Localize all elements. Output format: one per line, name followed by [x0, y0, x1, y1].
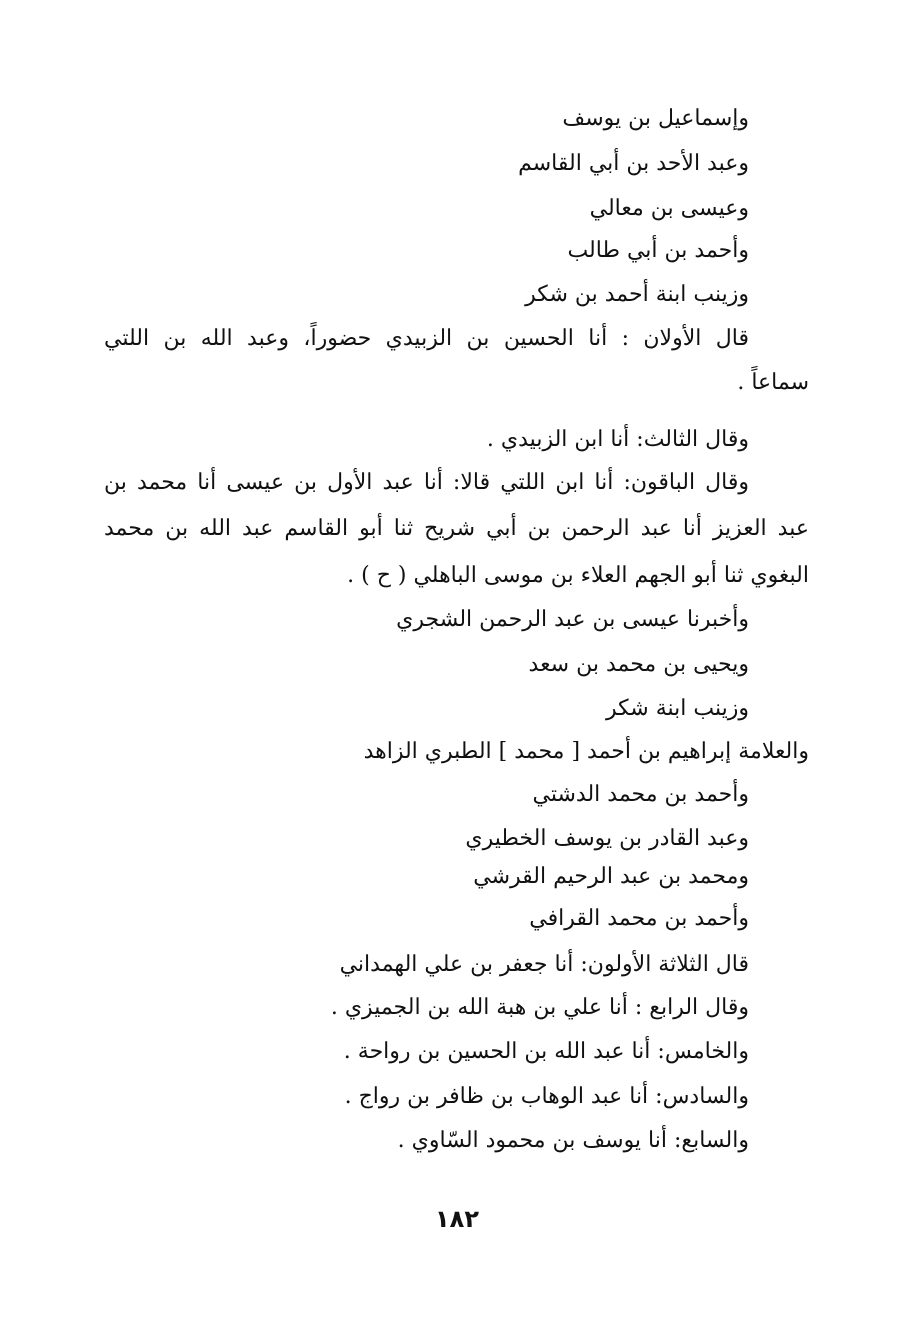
text-line-16: وأحمد بن محمد الدشتي — [532, 782, 749, 807]
text-line-18: ومحمد بن عبد الرحيم القرشي — [473, 864, 749, 889]
text-line-5: وزينب ابنة أحمد بن شكر — [525, 282, 749, 307]
text-line-10: عبد العزيز أنا عبد الرحمن بن أبي شريح ثنا أبو القاسم عبد الله بن محمد — [104, 516, 809, 541]
page-number: ١٨٢ — [435, 1205, 479, 1233]
text-line-2: وعبد الأحد بن أبي القاسم — [518, 151, 749, 176]
text-line-14: وزينب ابنة شكر — [606, 696, 749, 721]
text-line-24: والسابع: أنا يوسف بن محمود السّاوي . — [397, 1128, 749, 1153]
text-line-7: سماعاً . — [737, 370, 809, 395]
text-line-22: والخامس: أنا عبد الله بن الحسين بن رواحة . — [343, 1039, 749, 1064]
text-line-4: وأحمد بن أبي طالب — [567, 238, 749, 263]
text-line-13: ويحيى بن محمد بن سعد — [528, 652, 749, 677]
text-line-3: وعيسى بن معالي — [589, 196, 749, 221]
text-line-8: وقال الثالث: أنا ابن الزبيدي . — [486, 427, 749, 452]
text-line-23: والسادس: أنا عبد الوهاب بن ظافر بن رواج . — [344, 1084, 749, 1109]
text-line-6: قال الأولان : أنا الحسين بن الزبيدي حضوراً، وعبد الله بن اللتي — [104, 326, 749, 351]
text-line-21: وقال الرابع : أنا علي بن هبة الله بن الجميزي . — [330, 995, 749, 1020]
text-line-17: وعبد القادر بن يوسف الخطيري — [465, 826, 749, 851]
text-line-1: وإسماعيل بن يوسف — [562, 106, 749, 131]
text-line-9: وقال الباقون: أنا ابن اللتي قالا: أنا عبد الأول بن عيسى أنا محمد بن — [104, 470, 749, 495]
text-line-19: وأحمد بن محمد القرافي — [529, 906, 749, 931]
text-line-12: وأخبرنا عيسى بن عبد الرحمن الشجري — [396, 607, 749, 632]
text-line-20: قال الثلاثة الأولون: أنا جعفر بن علي الهمداني — [339, 952, 749, 977]
text-line-11: البغوي ثنا أبو الجهم العلاء بن موسى الباهلي ( ح ) . — [347, 563, 809, 588]
text-line-15: والعلامة إبراهيم بن أحمد [ محمد ] الطبري الزاهد — [363, 739, 809, 764]
